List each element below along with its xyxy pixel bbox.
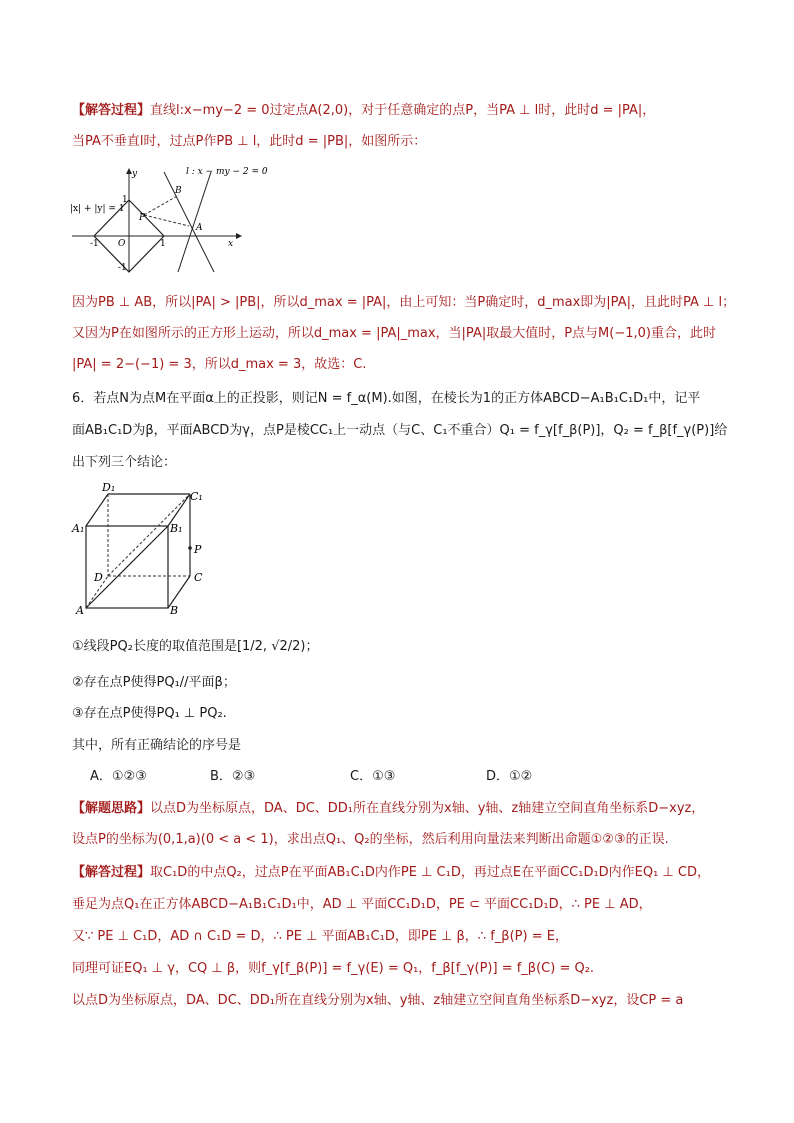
conclusion-2: ②存在点P使得PQ₁//平面β； [72, 675, 236, 690]
tick-y-neg1: -1 [118, 263, 127, 273]
solution2-line-5: 以点D为坐标原点，DA、DC、DD₁所在直线分别为x轴、y轴、z轴建立空间直角坐标系D−xyz，设CP = a [72, 993, 684, 1008]
vertex-d-label: D [94, 571, 103, 584]
square-equation-label: |x| + |y| = 1 [70, 204, 125, 214]
vertex-c1-label: C₁ [190, 490, 203, 503]
point-b-label: B [175, 186, 182, 196]
solution2-line-3: 又∵ PE ⊥ C₁D，AD ∩ C₁D = D，∴ PE ⊥ 平面AB₁C₁D，即PE ⊥ β，∴ f_β(P) = E， [72, 929, 568, 944]
conclusion-3: ③存在点P使得PQ₁ ⊥ PQ₂. [72, 706, 227, 721]
y-axis-label: y [132, 169, 138, 179]
figure-line-and-square [66, 160, 268, 280]
solution-line-4: 又因为P在如图所示的正方形上运动，所以d_max = |PA|_max，当|PA|取最大值时，P点与M(−1,0)重合，此时 [72, 326, 716, 341]
option-d: D．①② [486, 769, 533, 784]
question-prompt: 其中，所有正确结论的序号是 [72, 738, 242, 753]
vertex-c-label: C [194, 571, 203, 584]
x-axis-label: x [228, 239, 234, 249]
solution-line-3: 因为PB ⊥ AB，所以|PA| > |PB|，所以d_max = |PA|，由上可知：当P确定时，d_max即为|PA|，且此时PA ⊥ l； [72, 295, 736, 310]
vertex-b-label: B [170, 604, 179, 617]
tick-x-neg1: -1 [90, 239, 99, 249]
solution2-tag: 【解答过程】 [72, 865, 151, 880]
vertex-b1-label: B₁ [170, 522, 183, 535]
conclusion-1: ①线段PQ₂长度的取值范围是[1/2, √2/2)； [72, 639, 319, 654]
idea-tag: 【解题思路】 [72, 801, 151, 816]
vertex-a1-label: A₁ [72, 522, 85, 535]
solution-tag: 【解答过程】 [72, 103, 151, 118]
option-a: A．①②③ [90, 769, 147, 784]
tick-y-1: 1 [122, 195, 128, 205]
option-c: C．①③ [350, 769, 396, 784]
origin-label: O [118, 239, 126, 249]
point-a-label: A [196, 223, 203, 233]
idea-line-2: 设点P的坐标为(0,1,a)(0 < a < 1)，求出点Q₁、Q₂的坐标，然后利用向量法来判断出命题①②③的正误. [72, 832, 669, 847]
question-6-line-2: 面AB₁C₁D为β，平面ABCD为γ，点P是棱CC₁上一动点（与C、C₁不重合）Q₁ = f_γ[f_β(P)]，Q₂ = f_β[f_γ(P)]给 [72, 423, 728, 438]
vertex-a-label: A [76, 604, 84, 617]
solution-line-1: 【解答过程】直线l:x−my−2 = 0过定点A(2,0)，对于任意确定的点P，当PA ⊥ l时，此时d = |PA|， [72, 103, 656, 118]
point-p-cube-label: P [194, 543, 202, 556]
solution-line-2: 当PA不垂直l时，过点P作PB ⊥ l，此时d = |PB|，如图所示： [72, 134, 427, 149]
figure-cube [72, 480, 212, 620]
solution2-line-2: 垂足为点Q₁在正方体ABCD−A₁B₁C₁D₁中，AD ⊥ 平面CC₁D₁D，PE ⊂ 平面CC₁D₁D，∴ PE ⊥ AD， [72, 897, 652, 912]
solution-line-5: |PA| = 2−(−1) = 3，所以d_max = 3，故选：C. [72, 357, 367, 372]
idea-line-1: 【解题思路】以点D为坐标原点，DA、DC、DD₁所在直线分别为x轴、y轴、z轴建立空间直角坐标系D−xyz， [72, 801, 705, 816]
solution2-line-4: 同理可证EQ₁ ⊥ γ，CQ ⊥ β，则f_γ[f_β(P)] = f_γ(E) = Q₁，f_β[f_γ(P)] = f_β(C) = Q₂. [72, 961, 595, 976]
option-b: B．②③ [210, 769, 256, 784]
line-equation-label: l : x − my − 2 = 0 [186, 167, 268, 177]
point-p-label: P [139, 213, 146, 223]
tick-x-1: 1 [160, 239, 166, 249]
question-6-line-3: 出下列三个结论： [72, 455, 177, 470]
question-6-line-1: 6．若点N为点M在平面α上的正投影，则记N = f_α(M).如图，在棱长为1的正方体ABCD−A₁B₁C₁D₁中，记平 [72, 391, 701, 406]
solution2-line-1: 【解答过程】取C₁D的中点Q₂，过点P在平面AB₁C₁D内作PE ⊥ C₁D，再过点E在平面CC₁D₁D内作EQ₁ ⊥ CD， [72, 865, 711, 880]
vertex-d1-label: D₁ [102, 481, 116, 494]
